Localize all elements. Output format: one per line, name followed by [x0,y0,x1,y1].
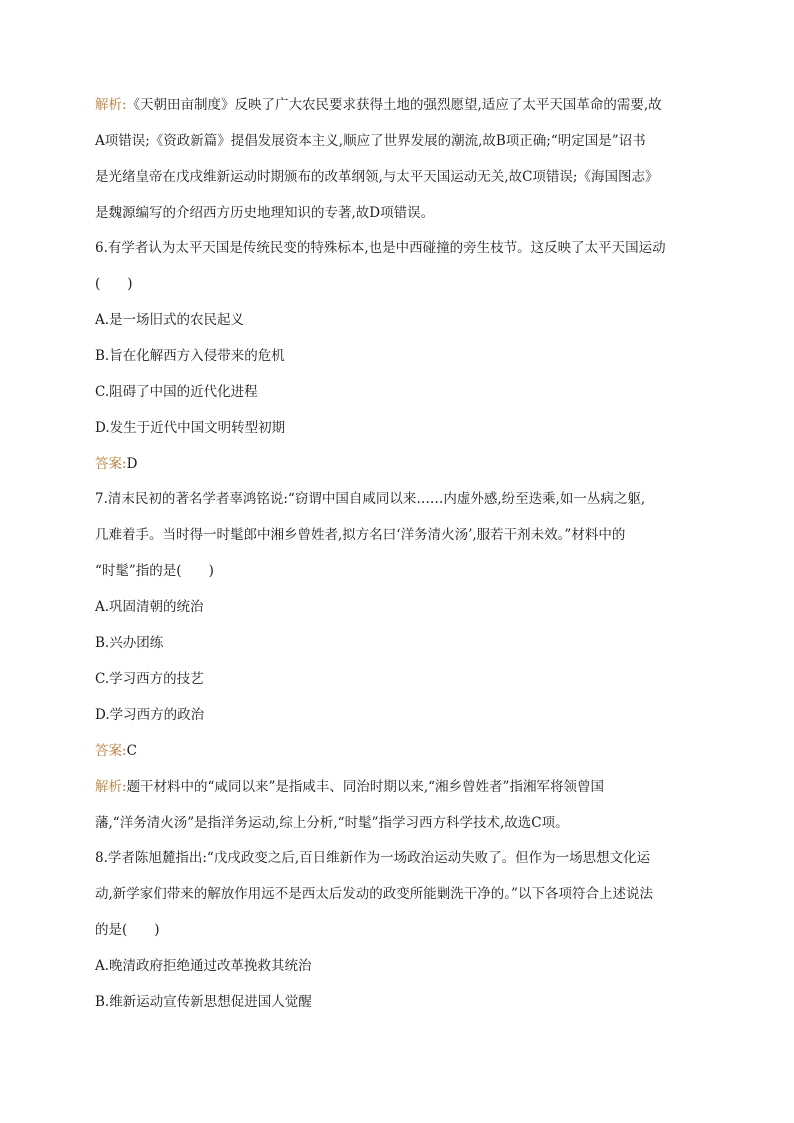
question-7-stem-line-3: “时髦”指的是( ) [95,563,214,579]
question-7-option-d: D.学习西方的政治 [95,707,205,723]
question-6-option-c: C.阻碍了中国的近代化进程 [95,384,258,400]
analysis-label: 解析: [95,779,127,795]
question-8-option-a: A.晚清政府拒绝通过改革挽救其统治 [95,958,312,974]
question-6-stem-line-1: 6.有学者认为太平天国是传统民变的特殊标本,也是中西碰撞的旁生枝节。这反映了太平天国运动 [95,240,666,256]
question-7-analysis-line-1: 解析:题干材料中的“咸同以来”是指咸丰、同治时期以来,“湘乡曾姓者”指湘军将领曾国 [95,779,604,795]
question-7-option-b: B.兴办团练 [95,635,164,651]
question-7-analysis-line-2: 藩,“洋务清火汤”是指洋务运动,综上分析,“时髦”指学习西方科学技术,故选C项。 [95,815,569,831]
answer-label: 答案: [95,743,127,759]
document-page [95,96,705,1011]
answer-value: C [126,743,137,759]
question-7-answer [95,742,705,760]
analysis-5-line-2: A项错误;《资政新篇》提倡发展资本主义,顺应了世界发展的潮流,故B项正确;“明定国是”诏书 [95,133,646,149]
question-8 [95,849,705,1011]
analysis-5-line-1: 解析:《天朝田亩制度》反映了广大农民要求获得土地的强烈愿望,适应了太平天国革命的需要,故 [95,97,662,113]
question-7-stem-line-1: 7.清末民初的著名学者辜鸿铭说:“窃谓中国自咸同以来……内虚外感,纷至迭乘,如一丛病之躯, [95,491,646,507]
question-6-option-d: D.发生于近代中国文明转型初期 [95,420,286,436]
question-8-stem-line-3: 的是( ) [95,922,160,938]
question-7 [95,490,705,832]
question-6-option-b: B.旨在化解西方入侵带来的危机 [95,348,285,364]
analysis-5-line-3: 是光绪皇帝在戊戌维新运动时期颁布的改革纲领,与太平天国运动无关,故C项错误;《海国图志》 [95,169,659,185]
answer-label: 答案: [95,456,127,472]
analysis-5-line-4: 是魏源编写的介绍西方历史地理知识的专著,故D项错误。 [95,205,435,221]
question-7-stem-line-2: 几难着手。当时得一时髦郎中湘乡曾姓者,拟方名曰‘洋务清火汤’,服若干剂未效。”材料中的 [95,527,626,543]
question-8-stem-line-1: 8.学者陈旭麓指出:“戊戌政变之后,百日维新作为一场政治运动失败了。但作为一场思想文化运 [95,850,651,866]
answer-value: D [126,456,138,472]
analysis-label: 解析: [95,97,127,113]
question-8-option-b: B.维新运动宣传新思想促进国人觉醒 [95,994,312,1010]
question-7-option-c: C.学习西方的技艺 [95,671,204,687]
question-6-option-a: A.是一场旧式的农民起义 [95,312,245,328]
question-6 [95,239,705,473]
question-6-answer [95,455,705,473]
analysis-5 [95,96,705,222]
question-8-stem-line-2: 动,新学家们带来的解放作用远不是西太后发动的政变所能剿洗干净的。”以下各项符合上述说法 [95,886,653,902]
question-7-option-a: A.巩固清朝的统治 [95,599,204,615]
question-6-stem-line-2: ( ) [95,276,133,292]
